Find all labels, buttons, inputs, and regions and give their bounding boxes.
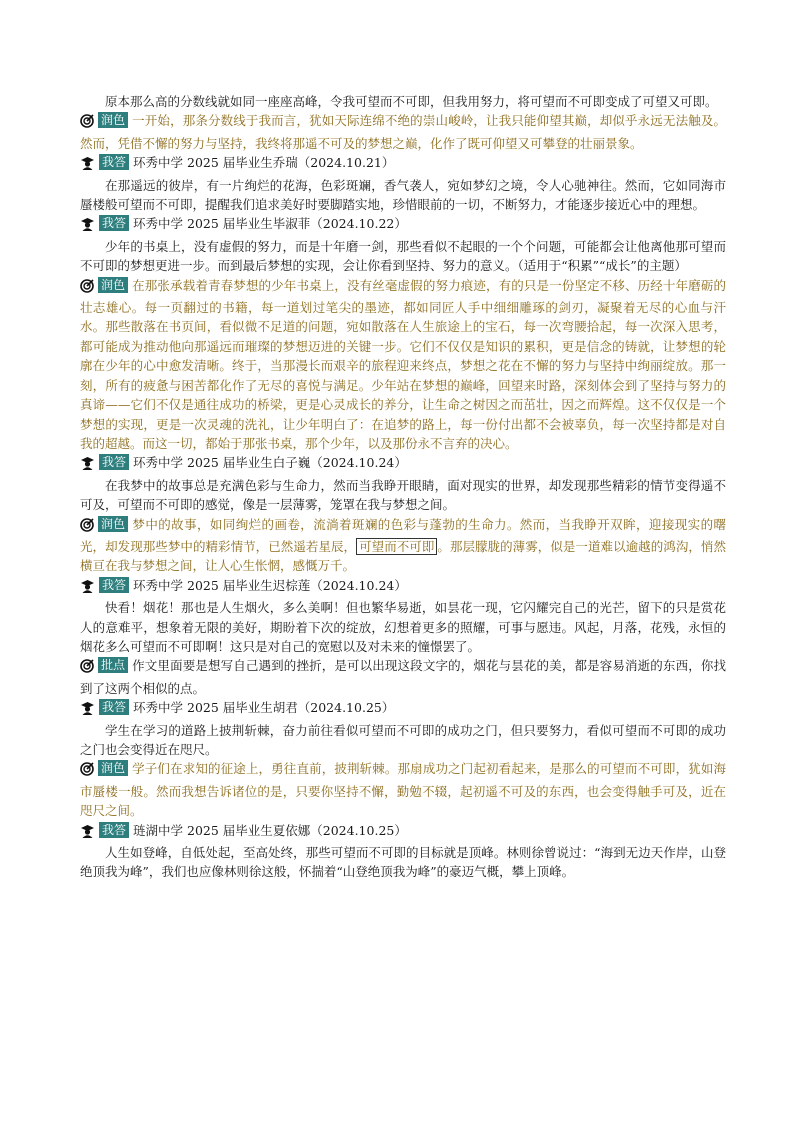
polish-text: 一开始，那条分数线于我而言，犹如天际连绵不绝的崇山峻岭，让我只能仰望其巅，却似乎永远无法触及。然而，凭借不懈的努力与坚持，我终将那遥不可及的梦想之巅，化作了既可仰望又可攀登的壮丽景象。 [80, 113, 726, 151]
target-icon [80, 279, 94, 298]
target-icon [80, 114, 94, 133]
comment-block [80, 656, 726, 698]
student-icon [80, 156, 95, 175]
student-icon [80, 824, 95, 843]
answer-tag: 我答 [99, 154, 129, 170]
target-icon [80, 762, 94, 781]
student-answer-header [80, 698, 726, 720]
student-name: 环秀中学 2025 届毕业生白子巍（2024.10.24） [133, 455, 407, 471]
student-name: 环秀中学 2025 届毕业生迟棕莲（2024.10.24） [133, 577, 407, 593]
polish-tag: 润色 [98, 516, 128, 532]
boxed-phrase: 可望而不可即 [356, 538, 437, 555]
polish-block [80, 276, 726, 454]
polish-text-end: 。那层朦胧的薄雾，似是一道难以逾越的鸿沟，悄然横亘在我与梦想之间，让人心生怅惘，感慨万千。 [80, 538, 726, 574]
answer-tag: 我答 [99, 454, 129, 470]
student-answer-text: 在那遥远的彼岸，有一片绚烂的花海，色彩斑斓，香气袭人，宛如梦幻之境，令人心驰神往。然而，它如同海市蜃楼般可望而不可即，提醒我们追求美好时要脚踏实地，珍惜眼前的一切，不断努力，才能逐步接近心中的理想。 [80, 177, 726, 213]
student-name: 琏湖中学 2025 届毕业生夏依娜（2024.10.25） [133, 822, 407, 838]
student-icon [80, 456, 95, 475]
student-answer-header [80, 214, 726, 236]
intro-paragraph: 原本那么高的分数线就如同一座座高峰，令我可望而不可即，但我用努力，将可望而不可即变成了可望又可即。 [105, 94, 718, 109]
student-name: 环秀中学 2025 届毕业生毕淑菲（2024.10.22） [133, 216, 407, 232]
student-icon [80, 579, 95, 598]
student-name: 环秀中学 2025 届毕业生胡君（2024.10.25） [133, 700, 395, 716]
target-icon [80, 518, 94, 537]
student-answer-header [80, 821, 726, 843]
student-answer-text: 学生在学习的道路上披荆斩棘，奋力前往看似可望而不可即的成功之门，但只要努力，看似可望而不可即的成功之门也会变得近在咫尺。 [80, 722, 726, 757]
answer-tag: 我答 [99, 699, 129, 715]
polish-text: 在那张承载着青春梦想的少年书桌上，没有丝毫虚假的努力痕迹，有的只是一份坚定不移、历经十年磨砺的壮志雄心。每一页翻过的书籍，每一道划过笔尖的墨迹，都如同匠人手中细细雕琢的剑刃，凝聚着无尽的心血与汗水。那些散落在书页间，看似微不足道的问题，宛如散落在人生旅途上的宝石，每一次弯腰拾起，每一次深入思考，都可能成为推动他向那遥远而璀璨的梦想迈进的关键一步。它们不仅仅是知识的累积，更是信念的铸就，让梦想的轮廓在少年的心中愈发清晰。终于，当那漫长而艰辛的旅程迎来终点，梦想之花在不懈的努力与坚持中绚丽绽放。那一刻，所有的疲惫与困苦都化作了无尽的喜悦与满足。少年站在梦想的巅峰，回望来时路，深刻体会到了坚持与努力的真谛——它们不仅是通往成功的桥梁，更是心灵成长的养分，让生命之树因之而茁壮，因之而辉煌。这不仅仅是一个梦想的实现，更是一次灵魂的洗礼，让少年明白了：在追梦的路上，每一份付出都不会被辜负，每一次坚持都是对自我的超越。而这一切，都始于那张书桌，那个少年，以及那份永不言弃的决心。 [80, 277, 726, 451]
polish-tag: 润色 [98, 760, 128, 776]
student-icon [80, 217, 95, 236]
student-answer-header [80, 576, 726, 598]
student-answer-text: 人生如登峰，自低处起，至高处终，那些可望而不可即的目标就是顶峰。林则徐曾说过：“海到无边天作岸，山登绝顶我为峰”，我们也应像林则徐这般，怀揣着“山登绝顶我为峰”的豪迈气概，攀上顶峰。 [80, 845, 726, 880]
answer-tag: 我答 [99, 577, 129, 593]
comment-tag: 批点 [98, 657, 128, 673]
polish-text: 梦中的故事，如同绚烂的画卷，流淌着斑斓的色彩与蓬勃的生命力。然而，当我睁开双眸，迎接现实的曙光，却发现那些梦中的精彩情节，已然遥若星辰， [80, 516, 726, 554]
answer-tag: 我答 [99, 822, 129, 838]
comment-text: 作文里面要是想写自己遇到的挫折，是可以出现这段文字的，烟花与昙花的美，都是容易消逝的东西，你找到了这两个相似的点。 [80, 658, 726, 696]
student-answer-header [80, 453, 726, 475]
polish-tag: 润色 [98, 277, 128, 293]
student-answer-text: 快看！烟花！那也是人生烟火，多么美啊！但也繁华易逝，如昙花一现，它闪耀完自己的光芒，留下的只是赏花人的意难平，想象着无限的美好，期盼着下次的绽放，幻想着更多的照耀，可事与愿违。风起，月落，花残，永恒的烟花多么可望而不可即啊！这只是对自己的宽慰以及对未来的憧憬罢了。 [80, 600, 726, 654]
student-answer-header [80, 153, 726, 175]
polish-block [80, 111, 726, 153]
student-answer-text: 少年的书桌上，没有虚假的努力，而是十年磨一剑，那些看似不起眼的一个个问题，可能都会让他离他那可望而不可即的梦想更进一步。而到最后梦想的实现，会让你看到坚持、努力的意义。（适用于“积累”“成长”的主题） [80, 238, 726, 274]
student-icon [80, 701, 95, 720]
answer-tag: 我答 [99, 215, 129, 231]
student-answer-text: 在我梦中的故事总是充满色彩与生命力，然而当我睁开眼睛，面对现实的世界，却发现那些精彩的情节变得遥不可及，可望而不可即的感觉，像是一层薄雾，笼罩在我与梦想之间。 [80, 477, 726, 513]
polish-tag: 润色 [98, 112, 128, 128]
student-name: 环秀中学 2025 届毕业生乔瑞（2024.10.21） [133, 155, 395, 171]
polish-block [80, 759, 726, 820]
document-page [80, 92, 726, 882]
polish-text: 学子们在求知的征途上，勇往直前，披荆斩棘。那扇成功之门起初看起来，是那么的可望而不可即，犹如海市蜃楼一般。然而我想告诉诸位的是，只要你坚持不懈，勤勉不辍，起初遥不可及的东西，也会变得触手可及，近在咫尺之间。 [80, 761, 726, 819]
polish-block [80, 515, 726, 576]
target-icon [80, 659, 94, 678]
